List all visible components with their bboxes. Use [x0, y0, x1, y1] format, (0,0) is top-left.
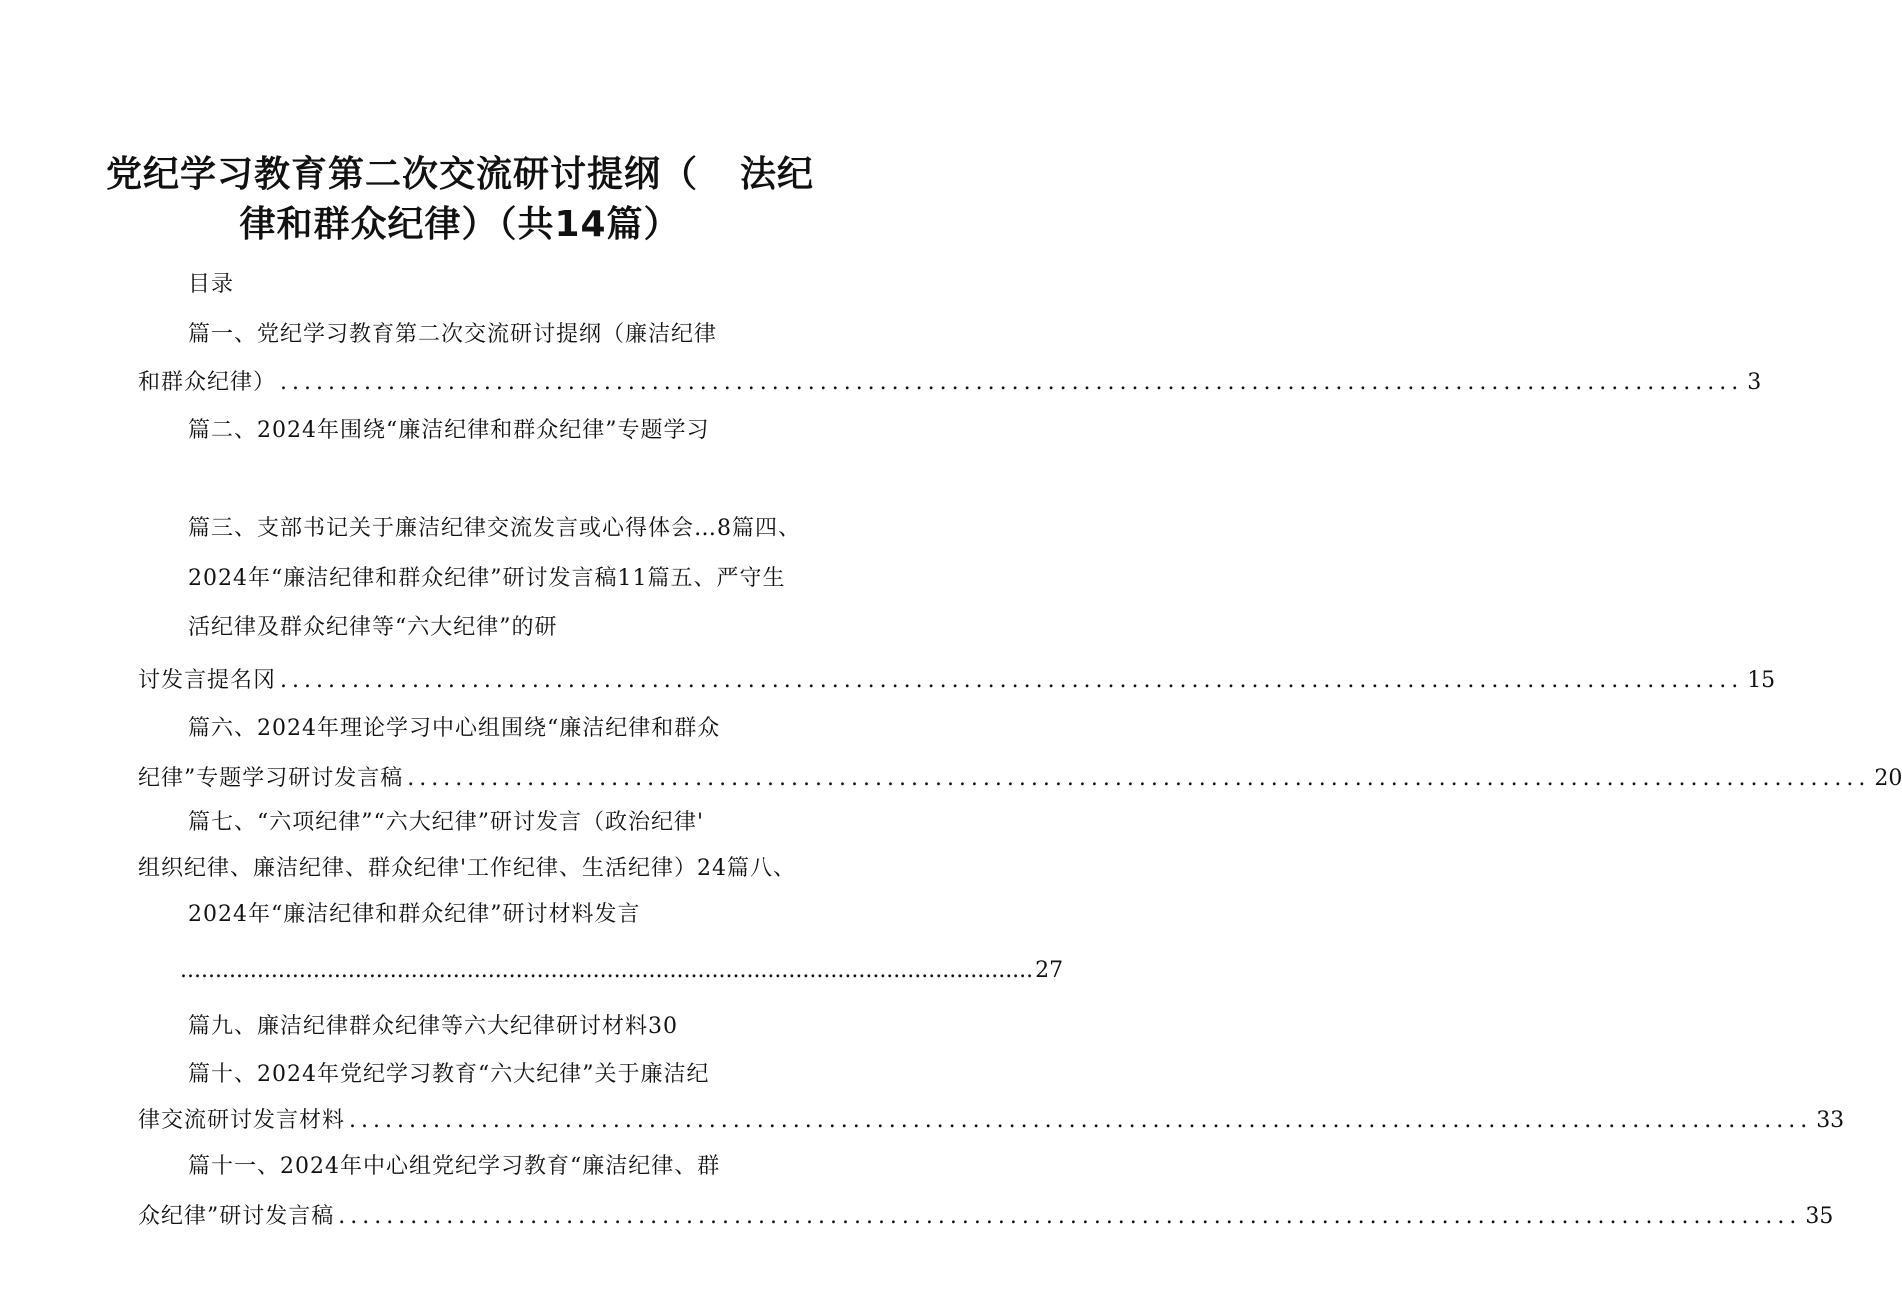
dot-leader: .......................................................................................................................... — [407, 766, 1871, 791]
toc-entry-7-line-1[interactable]: 篇十、2024年党纪学习教育“六大纪律”关于廉洁纪 — [188, 1062, 710, 1087]
toc-entry-4-text: 纪律”专题学习研讨发言稿 — [138, 766, 404, 791]
toc-entry-7-text: 律交流研讨发言材料 — [138, 1108, 346, 1133]
toc-entry-5-line-4[interactable] — [178, 956, 1064, 986]
document-title-line-1 — [0, 146, 920, 197]
toc-entry-8-line-2[interactable] — [138, 1202, 1834, 1232]
dot-leader: .......................................................................................................................... — [180, 958, 1034, 983]
dot-leader: .......................................................................................................................... — [338, 1204, 1802, 1229]
toc-entry-5-page: 27 — [1035, 958, 1064, 983]
title-text-part-2: 法纪 — [740, 154, 815, 195]
toc-entry-3-text: 讨发言提名冈 — [138, 668, 277, 693]
toc-entry-1-page: 3 — [1747, 370, 1762, 395]
toc-entry-2-line-1[interactable]: 篇二、2024年围绕“廉洁纪律和群众纪律”专题学习 — [188, 418, 710, 443]
dot-leader: .......................................................................................................................... — [349, 1108, 1813, 1133]
toc-entry-4-page: 20 — [1874, 766, 1902, 791]
toc-heading: 目录 — [188, 272, 235, 297]
toc-entry-3-line-3[interactable]: 活纪律及群众纪律等“六大纪律”的研 — [188, 615, 558, 640]
toc-entry-8-line-1[interactable]: 篇十一、2024年中心组党纪学习教育“廉洁纪律、群 — [188, 1154, 721, 1179]
toc-entry-4-line-2[interactable] — [138, 764, 1902, 794]
toc-entry-6-line-1[interactable]: 篇九、廉洁纪律群众纪律等六大纪律研讨材料30 — [188, 1014, 678, 1039]
toc-entry-3-page: 15 — [1747, 668, 1776, 693]
dot-leader: .......................................................................................................................... — [280, 668, 1744, 693]
toc-entry-1-text: 和群众纪律） — [138, 370, 277, 395]
toc-entry-7-line-2[interactable] — [138, 1106, 1845, 1136]
document-title-line-2: 律和群众纪律）（共14篇） — [239, 204, 681, 245]
toc-entry-7-page: 33 — [1816, 1108, 1845, 1133]
toc-entry-1-line-1[interactable]: 篇一、党纪学习教育第二次交流研讨提纲（廉洁纪律 — [188, 322, 718, 347]
toc-entry-5-line-3[interactable]: 2024年“廉洁纪律和群众纪律”研讨材料发言 — [188, 902, 641, 927]
toc-entry-5-line-1[interactable]: 篇七、“六项纪律”“六大纪律”研讨发言（政治纪律' — [188, 810, 705, 835]
toc-entry-3-line-2[interactable]: 2024年“廉洁纪律和群众纪律”研讨发言稿11篇五、严守生 — [188, 566, 786, 591]
toc-entry-3-line-1[interactable]: 篇三、支部书记关于廉洁纪律交流发言或心得体会…8篇四、 — [188, 516, 801, 541]
toc-entry-1-line-2[interactable] — [138, 368, 1762, 398]
toc-entry-4-line-1[interactable]: 篇六、2024年理论学习中心组围绕“廉洁纪律和群众 — [188, 716, 721, 741]
dot-leader: .......................................................................................................................... — [280, 370, 1744, 395]
toc-entry-5-line-2[interactable]: 组织纪律、廉洁纪律、群众纪律'工作纪律、生活纪律）24篇八、 — [138, 856, 797, 881]
toc-entry-3-line-4[interactable] — [138, 666, 1776, 696]
toc-entry-8-text: 众纪律”研讨发言稿 — [138, 1204, 335, 1229]
title-text-part-1: 党纪学习教育第二次交流研讨提纲（ — [105, 154, 698, 195]
toc-entry-8-page: 35 — [1805, 1204, 1834, 1229]
